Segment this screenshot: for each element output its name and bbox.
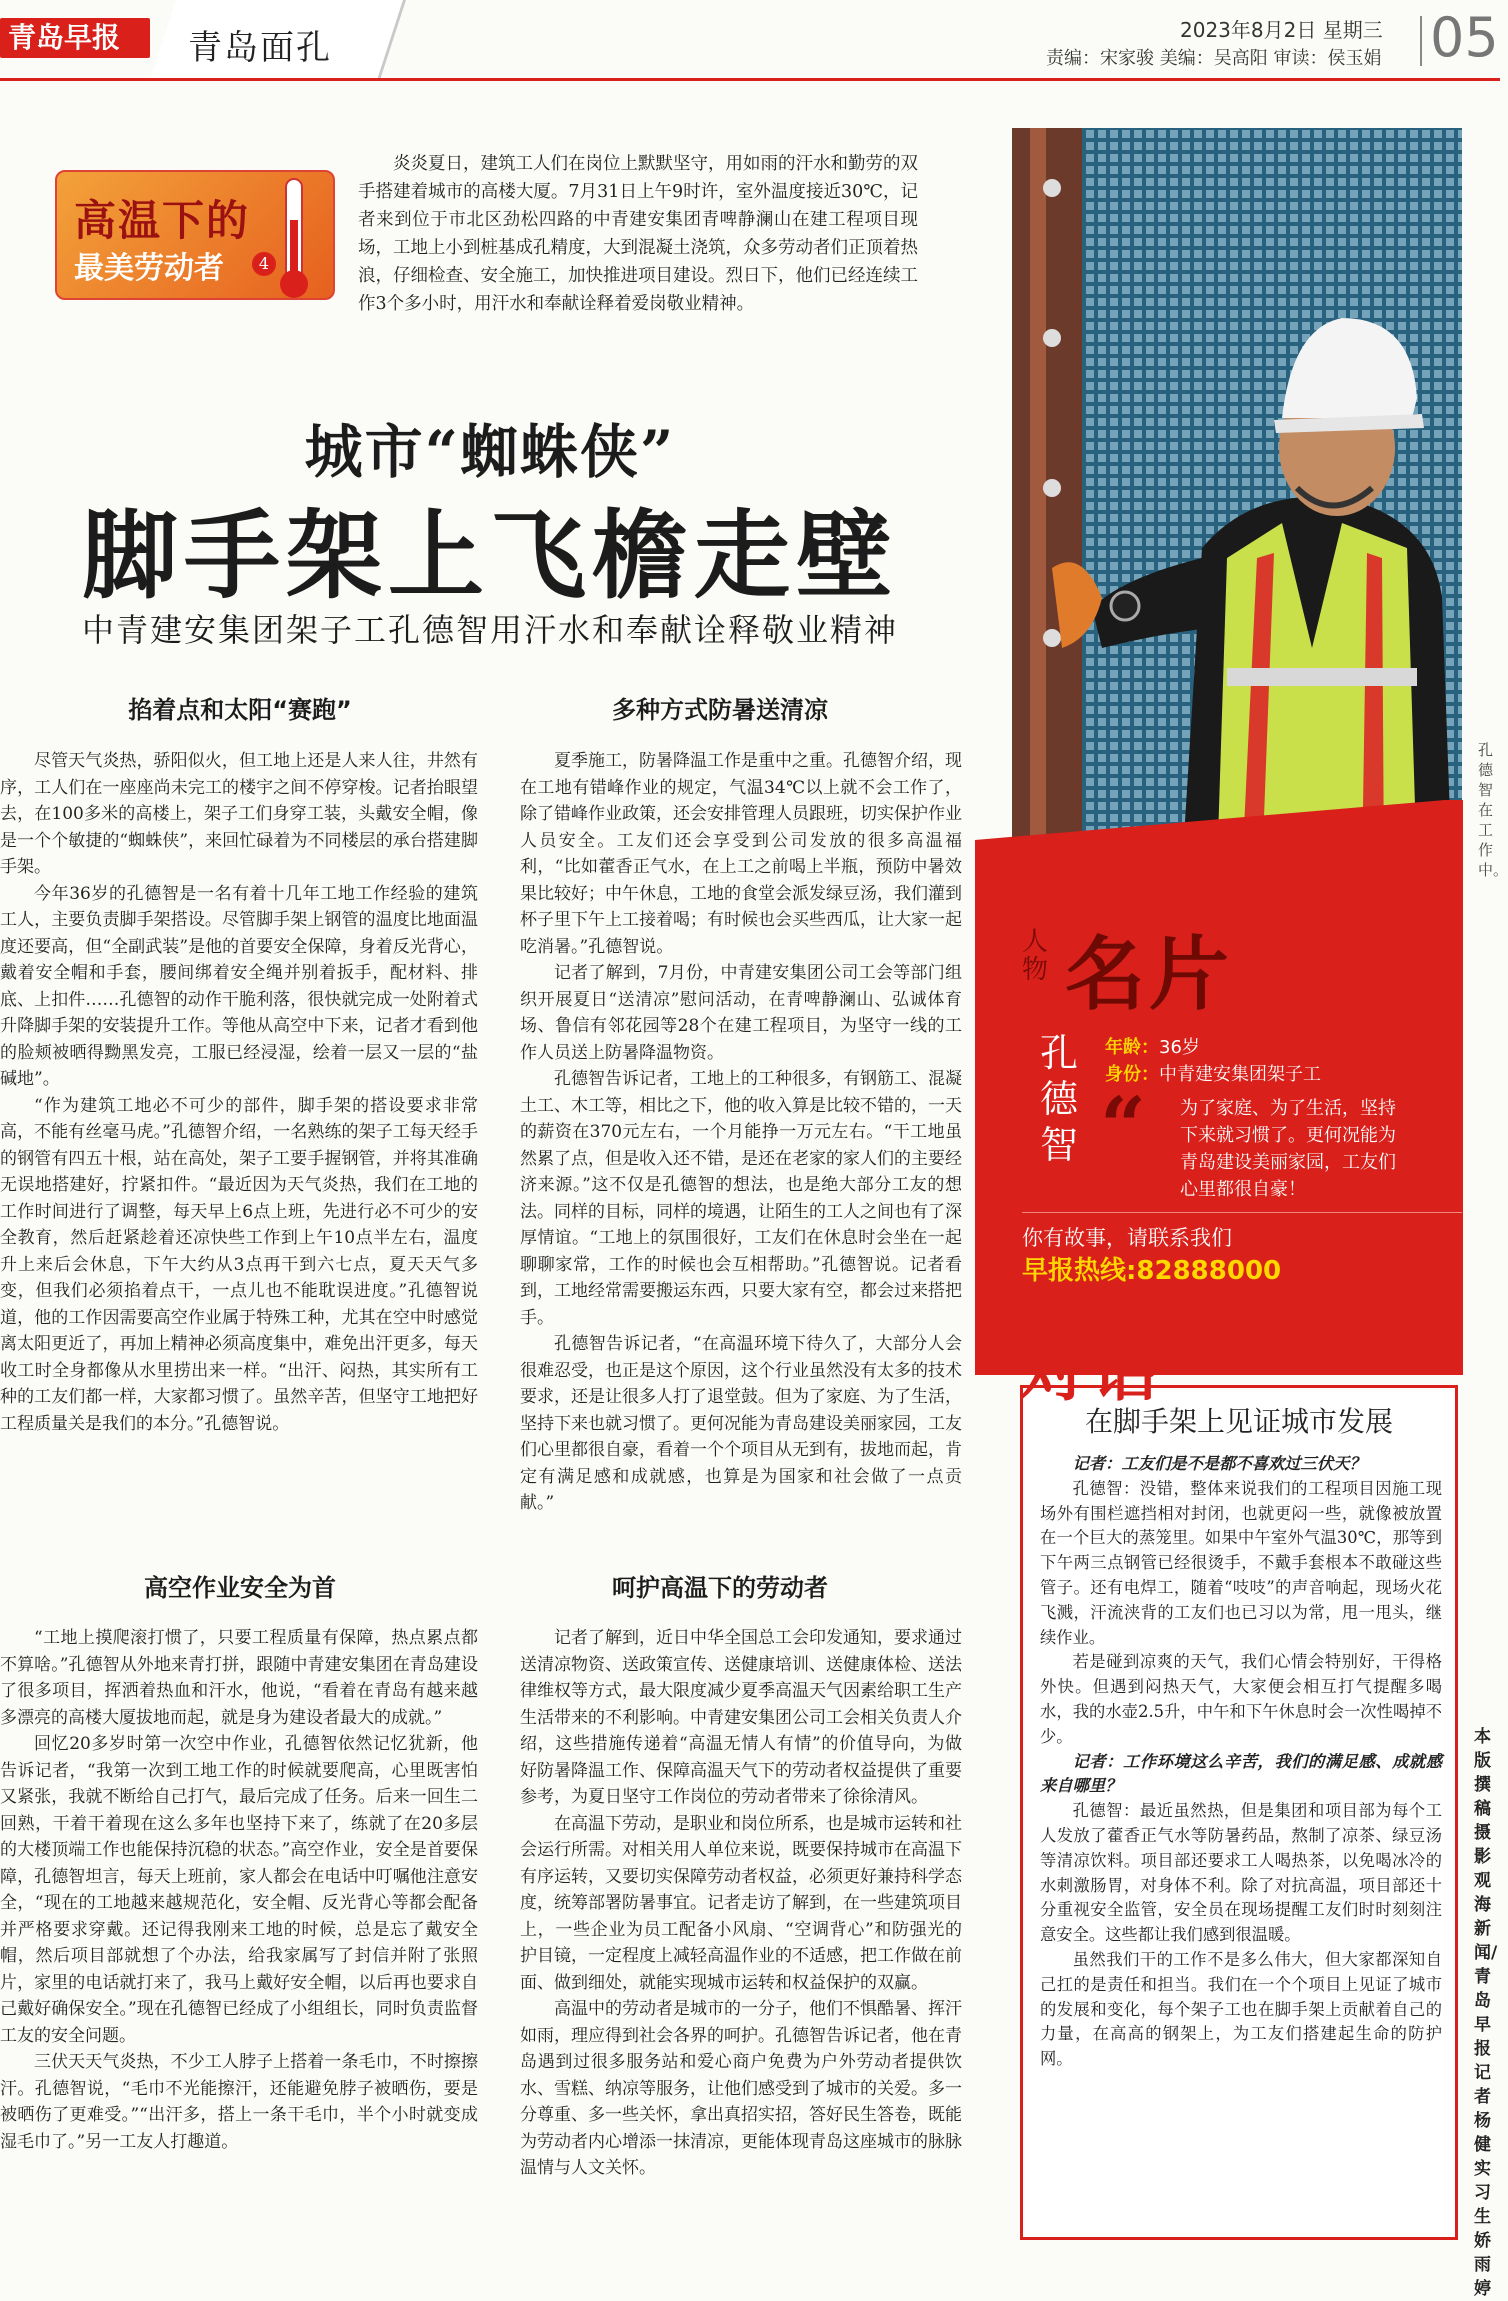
paragraph: 回忆20多岁时第一次空中作业，孔德智依然记忆犹新，他告诉记者，“我第一次到工地工作的时候就要爬高，心里既害怕又紧张，我就不断给自己打气，最后完成了任务。后来一回生二回熟，干着干着现在这么多年也坚持下来了，练就了在20多层的大楼顶端工作也能保持沉稳的状态。”高空作业，安全是首要保障，孔德智坦言，每天上班前，家人都会在电话中叮嘱他注意安全，“现在的工地越来越规范化，安全帽、反光背心等都会配备并严格要求穿戴。还记得我刚来工地的时候，总是忘了戴安全帽，然后项目部就想了个办法，给我家属写了封信并附了张照片，家里的电话就打来了，我马上戴好安全帽，以后再也要求自己戴好确保安全。”现在孔德智已经成了小组组长，同时负责监督工友的安全问题。 [0,1734,478,2046]
article-column [520,1625,962,2182]
paragraph: 高温中的劳动者是城市的一分子，他们不惧酷暑、挥汗如雨，理应得到社会各界的呵护。孔德智告诉记者，他在青岛遇到过很多服务站和爱心商户免费为户外劳动者提供饮水、雪糕、纳凉等服务，让他们感受到了城市的关爱。多一分尊重、多一些关怀，拿出真招实招，答好民生答卷，既能为劳动者内心增添一抹清凉，更能体现青岛这座城市的脉脉温情与人文关怀。 [520,1999,962,2178]
profile-age-value: 36岁 [1159,1037,1200,1058]
contact-prompt: 你有故事，请联系我们 [1022,1226,1232,1250]
newspaper-logo: 青岛早报 [0,18,150,58]
paragraph: 孔德智告诉记者，工地上的工种很多，有钢筋工、混凝土工、木工等，相比之下，他的收入算是比较不错的，一天的薪资在370元左右，一个月能挣一万元左右。“干工地虽然累了点，但是收入还不错，是还在老家的家人们的主要经济来源。”这不仅是孔德智的想法，也是绝大部分工友的想法。同样的目标，同样的境遇，让陌生的工人之间也有了深厚情谊。“工地上的氛围很好，工友们在休息时会坐在一起聊聊家常，工作的时候也会互相帮助。”孔德智说。记者看到，工地经常需要搬运东西，只要大家有空，都会过来搭把手。 [520,1069,962,1328]
dialogue-answer: 若是碰到凉爽的天气，我们心情会特别好，干得格外快。但遇到闷热天气，大家便会相互打气提醒多喝水，我的水壶2.5升，中午和下午休息时会一次性喝掉不少。 [1040,1652,1442,1746]
section-heading: 掐着点和太阳“赛跑” [128,696,352,724]
paragraph: 三伏天天气炎热，不少工人脖子上搭着一条毛巾，不时擦擦汗。孔德智说，“毛巾不光能擦汗，还能避免脖子被晒伤，要是被晒伤了更难受。”“出汗多，搭上一条干毛巾，半个小时就变成湿毛巾了。”另一工友人打趣道。 [0,2052,478,2152]
paragraph: 今年36岁的孔德智是一名有着十几年工地工作经验的建筑工人，主要负责脚手架搭设。尽管脚手架上钢管的温度比地面温度还要高，但“全副武装”是他的首要安全保障，身着反光背心，戴着安全帽和手套，腰间绑着安全绳并别着扳手，配材料、排底、上扣件……孔德智的动作干脆利落，很快就完成一处附着式升降脚手架的安装提升工作。等他从高空中下来，记者才看到他的脸颊被晒得黝黑发亮，工服已经浸湿，绘着一层又一层的“盐碱地”。 [0,883,478,1089]
section-heading: 多种方式防暑送清凉 [612,696,828,724]
profile-age [1105,1033,1200,1059]
byline-credit: 本版撰稿摄影 观海新闻/青岛早报记者 杨健 实习生 娇雨婷 [1474,1727,1498,2299]
series-number-badge: 4 [252,252,276,276]
paragraph: “作为建筑工地必不可少的部件，脚手架的搭设要求非常高，不能有丝毫马虎。”孔德智介绍，一名熟练的架子工每天经手的钢管有四五十根，站在高处，架子工要手握钢管，并将其准确无误地搭建好，拧紧扣件。“最近因为天气炎热，我们在工地的工作时间进行了调整，每天早上6点上班，先进行必不可少的安全教育，然后赶紧趁着还凉快些工作到上午10点半左右，温度升上来后会休息，下午大约从3点再干到六七点，夏天天气多变，但我们必须掐着点干，一点儿也不能耽误进度。”孔德智说道，他的工作因需要高空作业属于特殊工种，尤其在空中时感觉离太阳更近了，再加上精神必须高度集中，难免出汗更多，每天收工时全身都像从水里捞出来一样。“出汗、闷热，其实所有工种的工友们都一样，大家都习惯了。虽然辛苦，但坚守工地把好工程质量关是我们的本分。”孔德智说。 [0,1095,478,1434]
quote-mark-icon: “ [1100,1079,1147,1173]
dialogue-answer: 孔德智：没错，整体来说我们的工程项目因施工现场外有围栏遮挡相对封闭，也就更闷一些，就像被放置在一个巨大的蒸笼里。如果中午室外气温30℃，那等到下午两三点钢管已经很烫手，不戴手套根本不敢碰这些管子。还有电焊工，随着“吱吱”的声音响起，现场火花飞溅，汗流浃背的工友们也已习以为常，甩一甩头，继续作业。 [1040,1478,1442,1647]
page-number: 05 [1430,6,1499,69]
card-divider [1022,1212,1462,1213]
hotline: 早报热线:82888000 [1022,1256,1282,1286]
thermometer-bulb [280,270,308,298]
profile-card-title: 名片 [1065,928,1233,1021]
worker-photo-illustration [1012,128,1462,870]
dialogue-body [1040,1452,1442,2072]
editors-line: 责编：宋家骏 美编：吴高阳 审读：侯玉娟 [1046,48,1382,69]
dialogue-answer: 孔德智：最近虽然热，但是集团和项目部为每个工人发放了藿香正气水等防暑药品，熬制了凉茶、绿豆汤等清凉饮料。项目部还要求工人喝热茶，以免喝冰冷的水刺激肠胃，对身体不利。除了对抗高温，项目部还十分重视安全监管，安全员在现场提醒工友们时时刻刻注意安全。这些都让我们感到很温暖。 [1040,1801,1442,1945]
profile-job-value: 中青建安集团架子工 [1159,1064,1321,1085]
dialogue-question: 记者：工友们是不是都不喜欢过三伏天？ [1072,1454,1366,1473]
photo-caption: 孔德智在工作中。 [1478,741,1508,879]
paragraph: “工地上摸爬滚打惯了，只要工程质量有保障，热点累点都不算啥。”孔德智从外地来青打拼，跟随中青建安集团在青岛建设了很多项目，挥洒着热血和汗水，他说，“看着在青岛有越来越多漂亮的高楼大厦拔地而起，就是身为建设者最大的成就。” [0,1628,478,1728]
section-heading: 呵护高温下的劳动者 [612,1574,828,1602]
section-name: 青岛面孔 [188,28,332,68]
profile-card-label: 人物 [1022,927,1049,985]
dialogue-title: 在脚手架上见证城市发展 [1084,1405,1393,1438]
subheadline: 中青建安集团架子工孔德智用汗水和奉献诠释敬业精神 [81,611,898,649]
lede-paragraph: 炎炎夏日，建筑工人们在岗位上默默坚守，用如雨的汗水和勤劳的双手搭建着城市的高楼大厦。7月31日上午9时许，室外温度接近30℃，记者来到位于市北区劲松四路的中青建安集团青啤静澜山在建工程项目现场，工地上小到桩基成孔精度，大到混凝土浇筑，众多劳动者们正顶着热浪，仔细检查、安全施工，加快推进项目建设。烈日下，他们已经连续工作3个多小时，用汗水和奉献诠释着爱岗敬业精神。 [358,154,918,314]
article-column [0,1625,478,2155]
dialogue-label: 对话 [1020,1333,1164,1410]
profile-job-label: 身份： [1105,1064,1159,1085]
profile-age-label: 年龄： [1105,1037,1159,1058]
worker-photo [1012,128,1462,870]
paragraph: 尽管天气炎热，骄阳似火，但工地上还是人来人往，井然有序，工人们在一座座尚未完工的楼宇之间不停穿梭。记者抬眼望去，在100多米的高楼上，架子工们身穿工装，头戴安全帽，像是一个个敏捷的“蜘蛛侠”，来回忙碌着为不同楼层的承台搭建脚手架。 [0,751,478,877]
paragraph: 夏季施工，防暑降温工作是重中之重。孔德智介绍，现在工地有错峰作业的规定，气温34℃以上就不会工作了，除了错峰作业政策，还会安排管理人员跟班，切实保护作业人员安全。工友们还会享受到公司发放的很多高温福利，“比如藿香正气水，在上工之前喝上半瓶，预防中暑效果比较好；中午休息，工地的食堂会派发绿豆汤，我们灌到杯子里下午上工接着喝；有时候也会买些西瓜，让大家一起吃消暑。”孔德智说。 [520,751,962,957]
article-column [0,748,478,1437]
paragraph: 记者了解到，近日中华全国总工会印发通知，要求通过送清凉物资、送政策宣传、送健康培训、送健康体检、送法律维权等方式，最大限度减少夏季高温天气因素给职工生产生活带来的不利影响。中青建安集团公司工会相关负责人介绍，这些措施传递着“高温无情人有情”的价值导向，为做好防暑降温工作、保障高温天气下的劳动者权益提供了重要参考，为夏日坚守工作岗位的劳动者带来了徐徐清风。 [520,1628,962,1807]
paragraph: 在高温下劳动，是职业和岗位所系，也是城市运转和社会运行所需。对相关用人单位来说，既要保持城市在高温下有序运转，又要切实保障劳动者权益，必须更好兼持科学态度，统筹部署防暑事宜。记者走访了解到，在一些建筑项目上，一些企业为员工配备小风扇、“空调背心”和防强光的护目镜，一定程度上减轻高温作业的不适感，把工作做在前面、做到细处，就能实现城市运转和权益保护的双赢。 [520,1813,962,1993]
profile-name: 孔德智 [1040,1031,1079,1167]
header-divider [1420,16,1422,66]
series-title-line2: 最美劳动者 [74,251,224,286]
series-title-line1: 高温下的 [74,196,251,245]
profile-quote: 为了家庭、为了生活，坚持下来就习惯了。更何况能为青岛建设美丽家园，工友们心里都很自豪！ [1180,1098,1396,1200]
dialogue-question: 记者：工作环境这么辛苦，我们的满足感、成就感来自哪里？ [1040,1751,1442,1796]
article-column [520,748,962,1517]
main-headline: 脚手架上飞檐走壁 [82,499,898,612]
paragraph: 记者了解到，7月份，中青建安集团公司工会等部门组织开展夏日“送清凉”慰问活动，在青啤静澜山、弘诚体育场、鲁信有邻花园等28个在建工程项目，为坚守一线的工作人员送上防暑降温物资。 [520,963,962,1063]
headline-kicker: 城市“蜘蛛侠” [304,418,676,486]
header-rule [0,78,1500,81]
issue-date: 2023年8月2日 星期三 [1180,18,1383,42]
section-heading: 高空作业安全为首 [144,1574,336,1602]
paragraph: 孔德智告诉记者，“在高温环境下待久了，大部分人会很难忍受，也正是这个原因，这个行业虽然没有太多的技术要求，还是让很多人打了退堂鼓。但为了家庭、为了生活，坚持下来也就习惯了。更何况能为青岛建设美丽家园，工友们心里都很自豪，看着一个个项目从无到有，拔地而起，肯定有满足感和成就感，也算是为国家和社会做了一点贡献。” [520,1334,962,1513]
dialogue-answer: 虽然我们干的工作不是多么伟大，但大家都深知自己扛的是责任和担当。我们在一个个项目上见证了城市的发展和变化，每个架子工也在脚手架上贡献着自己的力量，在高高的钢架上，为工友们搭建起生命的防护网。 [1040,1949,1442,2069]
